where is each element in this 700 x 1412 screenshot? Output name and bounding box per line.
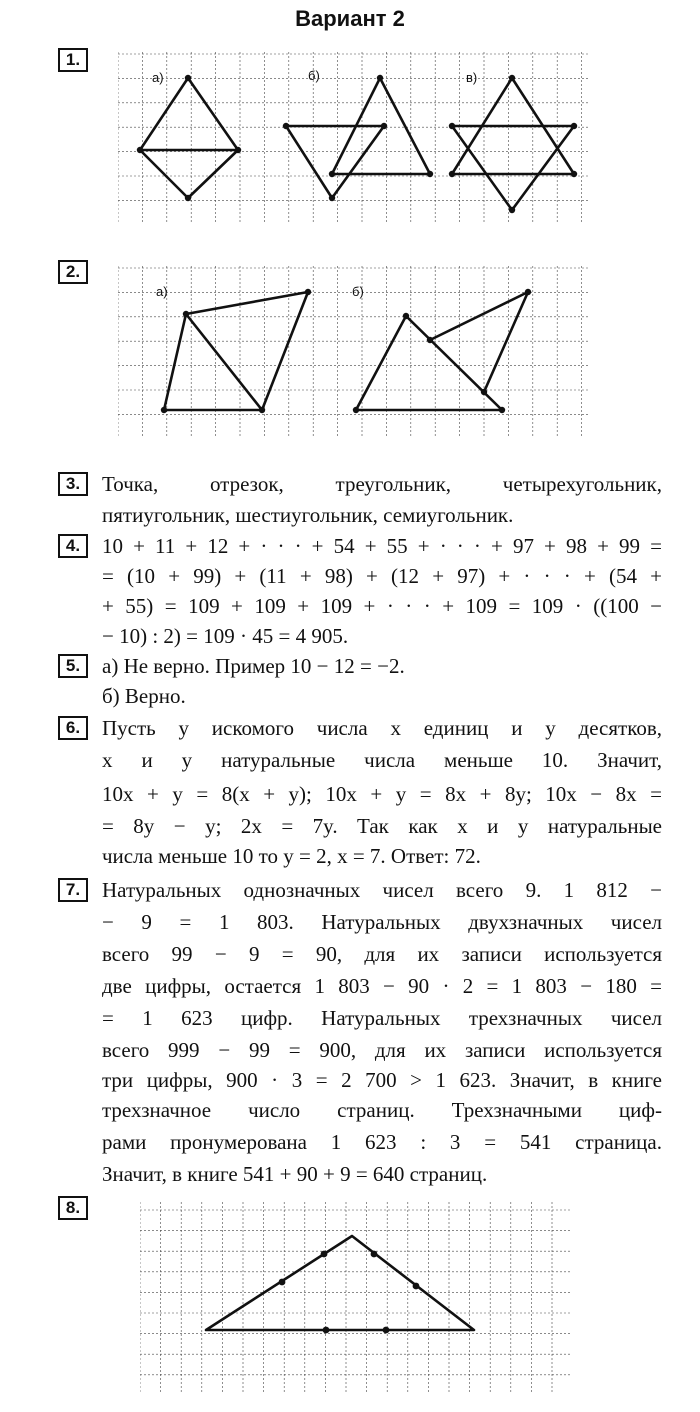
figure-task-1 (118, 52, 590, 222)
point (183, 311, 189, 317)
task-3-line: Точка, отрезок, треугольник, четырехугольник, (102, 472, 662, 496)
point (427, 171, 433, 177)
figure-1v-triangle-down (452, 126, 574, 210)
point (481, 389, 487, 395)
task-6-line: = 8y − y; 2x = 7y. Так как x и y натуральные (102, 814, 662, 838)
task-7-line: две цифры, остается 1 803 − 90 · 2 = 1 803 − 180 = (102, 974, 662, 998)
figure-8-triangle (206, 1236, 474, 1330)
task-7-line: всего 999 − 99 = 900, для их записи используется (102, 1038, 662, 1062)
point (321, 1251, 328, 1258)
task-6-line: числа меньше 10 то y = 2, x = 7. Ответ: 72. (102, 844, 481, 868)
point (329, 195, 335, 201)
point (571, 171, 577, 177)
task-4-line: − 10) : 2) = 109 · 45 = 4 905. (102, 624, 349, 648)
task-3-line: пятиугольник, шестиугольник, семиугольник. (102, 503, 514, 527)
task-number-2: 2. (58, 260, 88, 284)
figure-task-8 (140, 1202, 570, 1392)
task-7-line: Натуральных однозначных чисел всего 9. 1 812 − (102, 878, 662, 902)
task-4-line: = (10 + 99) + (11 + 98) + (12 + 97) + · · · + (54 + (102, 564, 662, 588)
point (509, 207, 515, 213)
point (509, 75, 515, 81)
page-title: Вариант 2 (295, 6, 405, 31)
task-7-line: = 1 623 цифр. Натуральных трехзначных чисел (102, 1006, 662, 1030)
point (525, 289, 531, 295)
figure-1a-rhombus (140, 78, 238, 198)
point (449, 123, 455, 129)
task-number-3: 3. (58, 472, 88, 496)
task-5-line: а) Не верно. Пример 10 − 12 = −2. (102, 654, 405, 678)
task-number-5: 5. (58, 654, 88, 678)
point (499, 407, 505, 413)
figure-2b-polyline (430, 292, 528, 392)
task-5-line: б) Верно. (102, 684, 186, 708)
task-number-1: 1. (58, 48, 88, 72)
point (323, 1327, 330, 1334)
task-7-line: трехзначное число страниц. Трехзначными циф- (102, 1098, 662, 1122)
point (403, 313, 409, 319)
point (235, 147, 241, 153)
point (427, 337, 433, 343)
figure-2a-diagonal (186, 314, 262, 410)
figure-1a-label: а) (152, 70, 164, 85)
task-6-line: x и y натуральные числа меньше 10. Значит, (102, 748, 662, 772)
point (377, 75, 383, 81)
point (305, 289, 311, 295)
task-7-line: Значит, в книге 541 + 90 + 9 = 640 страниц. (102, 1162, 488, 1186)
point (383, 1327, 390, 1334)
point (449, 171, 455, 177)
task-4-line: 10 + 11 + 12 + · · · + 54 + 55 + · · · + 97 + 98 + 99 = (102, 534, 662, 558)
point (329, 171, 335, 177)
figure-1b-triangle-down (286, 126, 384, 198)
task-7-line: − 9 = 1 803. Натуральных двухзначных чисел (102, 910, 662, 934)
task-7-line: рами пронумерована 1 623 : 3 = 541 страница. (102, 1130, 662, 1154)
point (137, 147, 143, 153)
point (259, 407, 265, 413)
figure-2b-label: б) (352, 284, 364, 299)
figure-2a-label: а) (156, 284, 168, 299)
task-number-7: 7. (58, 878, 88, 902)
point (413, 1283, 420, 1290)
point (185, 195, 191, 201)
point (185, 75, 191, 81)
point (279, 1279, 286, 1286)
figure-2b-triangle (356, 316, 502, 410)
figure-2a-quadrilateral (164, 292, 308, 410)
task-number-8: 8. (58, 1196, 88, 1220)
figure-1b-label: б) (308, 68, 320, 83)
point (283, 123, 289, 129)
point (353, 407, 359, 413)
task-4-line: + 55) = 109 + 109 + 109 + · · · + 109 = 109 · ((100 − (102, 594, 662, 618)
task-6-line: 10x + y = 8(x + y); 10x + y = 8x + 8y; 10x − 8x = (102, 782, 662, 806)
task-7-line: всего 99 − 9 = 90, для их записи используется (102, 942, 662, 966)
task-7-line: три цифры, 900 · 3 = 2 700 > 1 623. Значит, в книге (102, 1068, 662, 1092)
point (161, 407, 167, 413)
task-number-4: 4. (58, 534, 88, 558)
point (371, 1251, 378, 1258)
figure-task-2 (118, 266, 590, 438)
task-6-line: Пусть у искомого числа x единиц и y десятков, (102, 716, 662, 740)
task-number-6: 6. (58, 716, 88, 740)
point (571, 123, 577, 129)
figure-1v-label: в) (466, 70, 478, 85)
point (381, 123, 387, 129)
